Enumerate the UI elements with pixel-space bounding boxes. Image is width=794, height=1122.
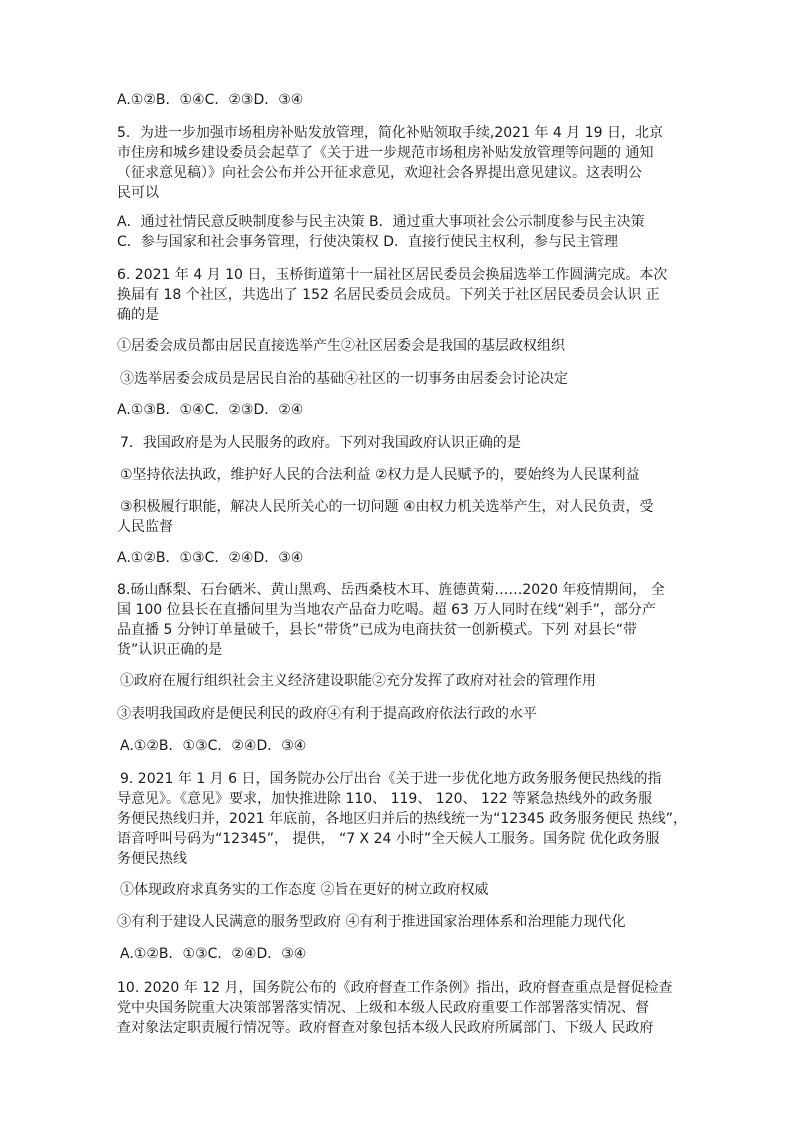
- q8-options: A.①②B．①③C．②④D．③④: [120, 738, 307, 754]
- q9-stem-line: 9. 2021 年 1 月 6 日，国务院办公厅出台《关于进一步优化地方政务服务便民热线的指: [120, 771, 662, 787]
- q6-stem-line: 6. 2021 年 4 月 10 日，玉桥街道第十一届社区居民委员会换届选举工作圆满完成。本次: [117, 267, 668, 283]
- q6-options: A.①③B．①④C．②③D．②④: [117, 402, 304, 418]
- q6-stem-line: 换届有 18 个社区，共选出了 152 名居民委员会成员。下列关于社区居民委员会认识 正: [117, 287, 660, 303]
- q8-stem-line: 国 100 位县长在直播间里为当地农产品奋力吃喝。超 63 万人同时在线“剁手”，部分产: [117, 602, 656, 618]
- q9-stem-line: 导意见》。《意见》要求，加快推进除 110、 119、 120、 122 等紧急热线外的政务服: [117, 791, 653, 807]
- q9-stem-line: 务便民热线归并，2021 年底前，各地区归并后的热线统一为“12345 政务服务便民 热线”，: [117, 811, 688, 827]
- q8-item-line: ①政府在履行组织社会主义经济建设职能②充分发挥了政府对社会的管理作用: [120, 673, 596, 689]
- q10-stem-line: 10. 2020 年 12 月，国务院公布的《政府督查工作条例》指出，政府督查重点是督促检查: [117, 980, 673, 996]
- q5-stem-line: 民可以: [117, 185, 159, 201]
- q8-stem-line: 货”认识正确的是: [117, 642, 223, 658]
- q6-stem-line: 确的是: [117, 307, 159, 323]
- q6-item-line: ①居委会成员都由居民直接选举产生②社区居委会是我国的基层政权组织: [117, 338, 565, 354]
- q7-stem: 7．我国政府是为人民服务的政府。下列对我国政府认识正确的是: [120, 435, 521, 451]
- q9-stem-line: 务便民热线: [117, 851, 187, 867]
- q8-stem-line: 品直播 5 分钟订单量破千，县长“带货”已成为电商扶贫一创新模式。下列 对县长“带: [117, 622, 638, 638]
- q10-stem-line: 党中央国务院重大决策部署落实情况、上级和本级人民政府重要工作部署落实情况、督: [117, 1000, 649, 1016]
- q4-options: A.①②B．①④C．②③D．③④: [117, 92, 304, 108]
- q5-stem-line: 市住房和城乡建设委员会起草了《关于进一步规范市场租房补贴发放管理等问题的 通知: [117, 145, 654, 161]
- q9-stem-line: 语音呼叫号码为“12345”， 提供， “7 X 24 小时”全天候人工服务。国务院 优化政务服: [117, 831, 660, 847]
- q7-options: A.①②B．①③C．②④D．③④: [117, 550, 304, 566]
- q7-item-line: 人民监督: [117, 519, 173, 535]
- q5-stem-line: 5．为进一步加强市场租房补贴发放管理，简化补贴领取手续,2021 年 4 月 19 日，北京: [117, 125, 663, 141]
- q9-item-line: ①体现政府求真务实的工作态度 ②旨在更好的树立政府权威: [120, 882, 489, 898]
- q6-item-line: ③选举居委会成员是居民自治的基础④社区的一切事务由居委会讨论决定: [120, 371, 568, 387]
- q9-options: A.①②B．①③C．②④D．③④: [120, 946, 307, 962]
- q5-option-line: C．参与国家和社会事务管理，行使决策权 D．直接行使民主权利，参与民主管理: [117, 234, 619, 250]
- q7-item-line: ③积极履行职能，解决人民所关心的一切问题 ④由权力机关选举产生，对人民负责，受: [120, 499, 654, 515]
- q7-item-line: ①坚持依法执政，维护好人民的合法利益 ②权力是人民赋予的，要始终为人民谋利益: [120, 467, 640, 483]
- q8-item-line: ③表明我国政府是便民利民的政府④有利于提高政府依法行政的水平: [117, 706, 537, 722]
- q5-stem-line: （征求意见稿）》向社会公布并公开征求意见，欢迎社会各界提出意见建议。这表明公: [117, 165, 642, 181]
- q10-stem-line: 查对象法定职责履行情况等。政府督查对象包括本级人民政府所属部门、下级人 民政府: [117, 1020, 654, 1036]
- q9-item-line: ③有利于建设人民满意的服务型政府 ④有利于推进国家治理体系和治理能力现代化: [117, 914, 626, 930]
- q5-option-line: A．通过社情民意反映制度参与民主决策 B．通过重大事项社会公示制度参与民主决策: [117, 214, 645, 230]
- q8-stem-line: 8.砀山酥梨、石台硒米、黄山黑鸡、岳西桑枝木耳、旌德黄菊……2020 年疫情期间， 全: [117, 582, 665, 598]
